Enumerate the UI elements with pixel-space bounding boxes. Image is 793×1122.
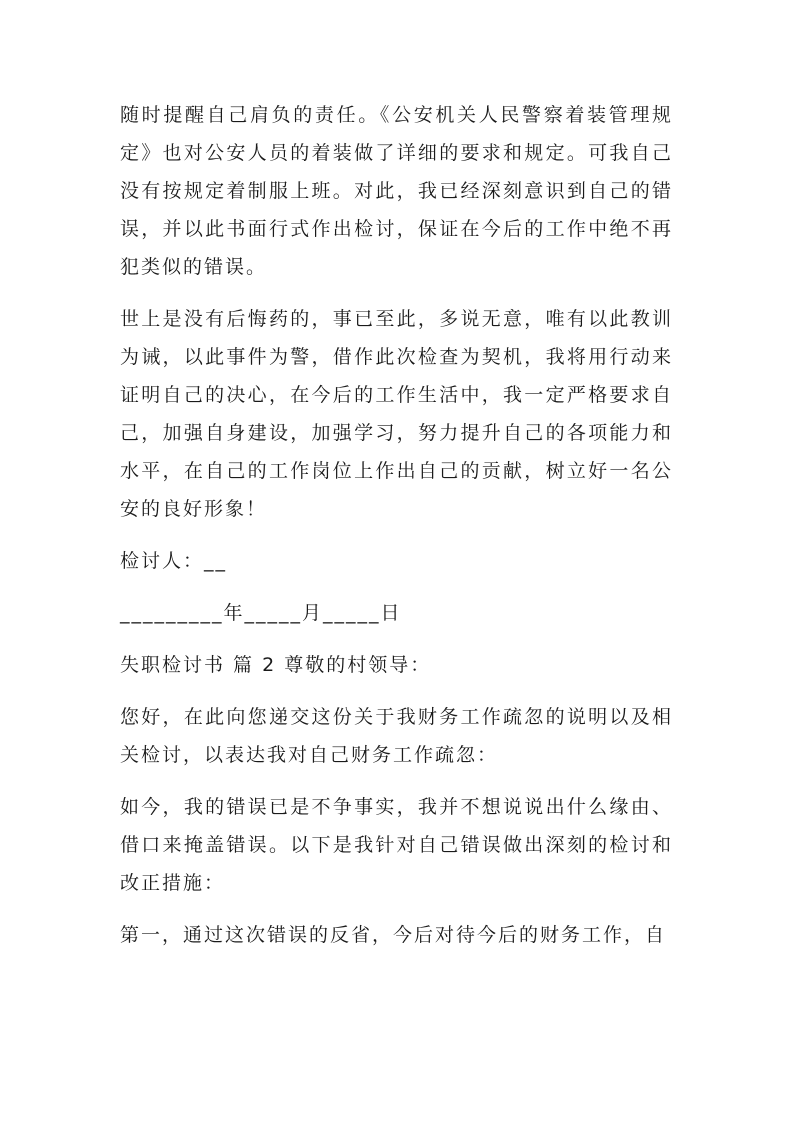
paragraph-admission: 如今，我的错误已是不争事实，我并不想说说出什么缘由、借口来掩盖错误。以下是我针对自己错误做出深刻的检讨和改正措施： — [120, 796, 673, 894]
date-line: _________年_____月_____日 — [120, 602, 402, 624]
paragraph-resolution: 世上是没有后悔药的，事已至此，多说无意，唯有以此教训为诫，以此事件为警，借作此次检查为契机，我将用行动来证明自己的决心，在今后的工作生活中，我一定严格要求自己，加强自身建设，加强学习，努力提升自己的各项能力和水平，在自己的工作岗位上作出自己的贡献，树立好一名公安的良好形象！ — [120, 308, 673, 520]
paragraph-uniform-regulation: 随时提醒自己肩负的责任。《公安机关人民警察着装管理规定》也对公安人员的着装做了详细的要求和规定。可我自己没有按规定着制服上班。对此，我已经深刻意识到自己的错误，并以此书面行式作出检讨，保证在今后的工作中绝不再犯类似的错误。 — [120, 104, 673, 278]
section-heading: 失职检讨书 篇 2 尊敬的村领导： — [120, 654, 432, 676]
paragraph-first-measure: 第一，通过这次错误的反省，今后对待今后的财务工作，自 — [120, 924, 667, 946]
signature-line: 检讨人：__ — [120, 550, 228, 572]
paragraph-greeting: 您好，在此向您递交这份关于我财务工作疏忽的说明以及相关检讨，以表达我对自己财务工作疏忽： — [120, 706, 673, 766]
document-body — [120, 96, 673, 968]
